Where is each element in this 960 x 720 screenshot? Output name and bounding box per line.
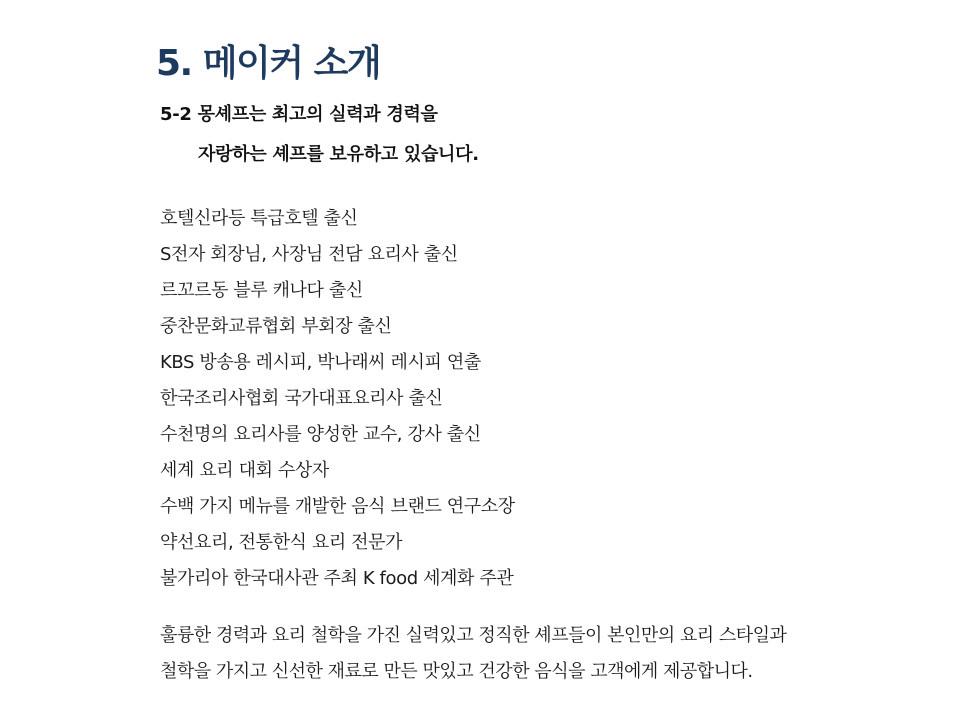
career-item: 수백 가지 메뉴를 개발한 음식 브랜드 연구소장	[160, 496, 515, 517]
career-item: 호텔신라등 특급호텔 출신	[160, 208, 358, 229]
page-title: 5. 메이커 소개	[156, 43, 381, 84]
career-item: KBS 방송용 레시피, 박나래씨 레시피 연출	[160, 352, 481, 373]
career-item: 중찬문화교류협회 부회장 출신	[160, 316, 392, 337]
career-item: 약선요리, 전통한식 요리 전문가	[160, 532, 403, 553]
closing-paragraph	[160, 618, 786, 690]
career-item: S전자 회장님, 사장님 전담 요리사 출신	[160, 244, 458, 265]
career-item: 르꼬르동 블루 캐나다 출신	[160, 280, 363, 301]
subtitle-line-2: 자랑하는 셰프를 보유하고 있습니다.	[198, 144, 479, 165]
career-item: 수천명의 요리사를 양성한 교수, 강사 출신	[160, 424, 481, 445]
career-item: 한국조리사협회 국가대표요리사 출신	[160, 388, 443, 409]
career-list	[160, 201, 515, 597]
career-item: 세계 요리 대회 수상자	[160, 460, 329, 481]
closing-line-1: 훌륭한 경력과 요리 철학을 가진 실력있고 정직한 셰프들이 본인만의 요리 스타일과	[160, 625, 787, 646]
subtitle-line-1: 5-2 몽셰프는 최고의 실력과 경력을	[160, 104, 438, 125]
closing-line-2: 철학을 가지고 신선한 재료로 만든 맛있고 건강한 음식을 고객에게 제공합니다.	[160, 661, 753, 682]
career-item: 불가리아 한국대사관 주최 K food 세계화 주관	[160, 568, 514, 589]
